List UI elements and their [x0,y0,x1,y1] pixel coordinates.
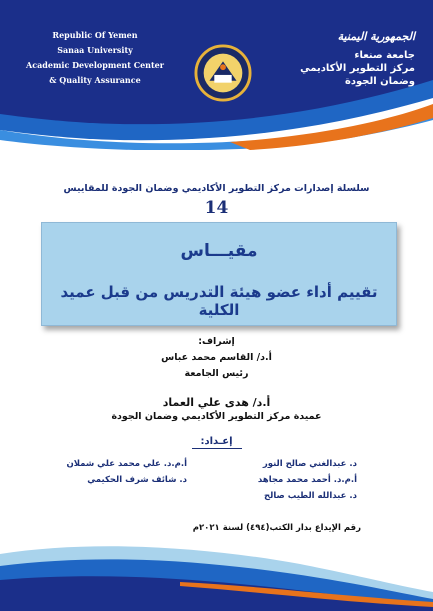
preparer-name: د. شائف شرف الحكيمي [87,475,187,485]
arabic-line: مركز التطوير الأكاديمي [300,63,415,74]
english-line: Academic Development Center [26,60,164,70]
supervisor-name: أ.د/ القاسم محمد عباس [161,352,272,363]
deposit-number: رقم الإيداع بدار الكتب(٤٩٤) لسنة ٢٠٢١م [192,523,361,533]
preparer-name: د. عبدالغني صالح النور [262,459,357,469]
supervisor-role: رئيس الجامعة [184,368,249,379]
english-header [20,30,170,90]
title-box [41,222,397,326]
preparation-underline [192,448,242,449]
preparer-name: د. عبدالله الطيب صالح [264,491,357,501]
dean-block [0,396,433,424]
dean-role: عميدة مركز التطوير الأكاديمي وضمان الجودة [111,411,322,422]
series-title: سلسلة إصدارات مركز التطوير الأكاديمي وضمان الجودة للمقاييس [63,183,370,194]
supervision-block [0,334,433,382]
footer-banner [0,536,433,611]
arabic-calligraphy-title: الجمهورية اليمنية [337,30,415,43]
arabic-line: جامعة صنعاء [354,50,415,61]
preparation-label [0,436,433,449]
title-subtitle: تقييم أداء عضو هيئة التدريس من قبل عميد الكلية [60,283,378,319]
english-line: & Quality Assurance [49,75,141,85]
preparer-name: أ.م.د. أحمد محمد مجاهد [257,475,357,485]
preparer-name: أ.م.د. علي محمد علي شملان [66,459,187,469]
arabic-line: وضمان الجودة [344,76,415,87]
university-logo-icon [194,44,252,102]
supervision-label: إشراف: [198,336,235,347]
series-number: 14 [204,198,229,218]
english-line: Republic Of Yemen [52,30,138,40]
title-main: مقيـــاس [180,241,258,261]
dean-name: أ.د/ هدى علي العماد [162,396,271,409]
arabic-header [275,30,415,88]
english-line: Sanaa University [57,45,133,55]
preparation-label-text: إعـداد: [200,436,233,447]
